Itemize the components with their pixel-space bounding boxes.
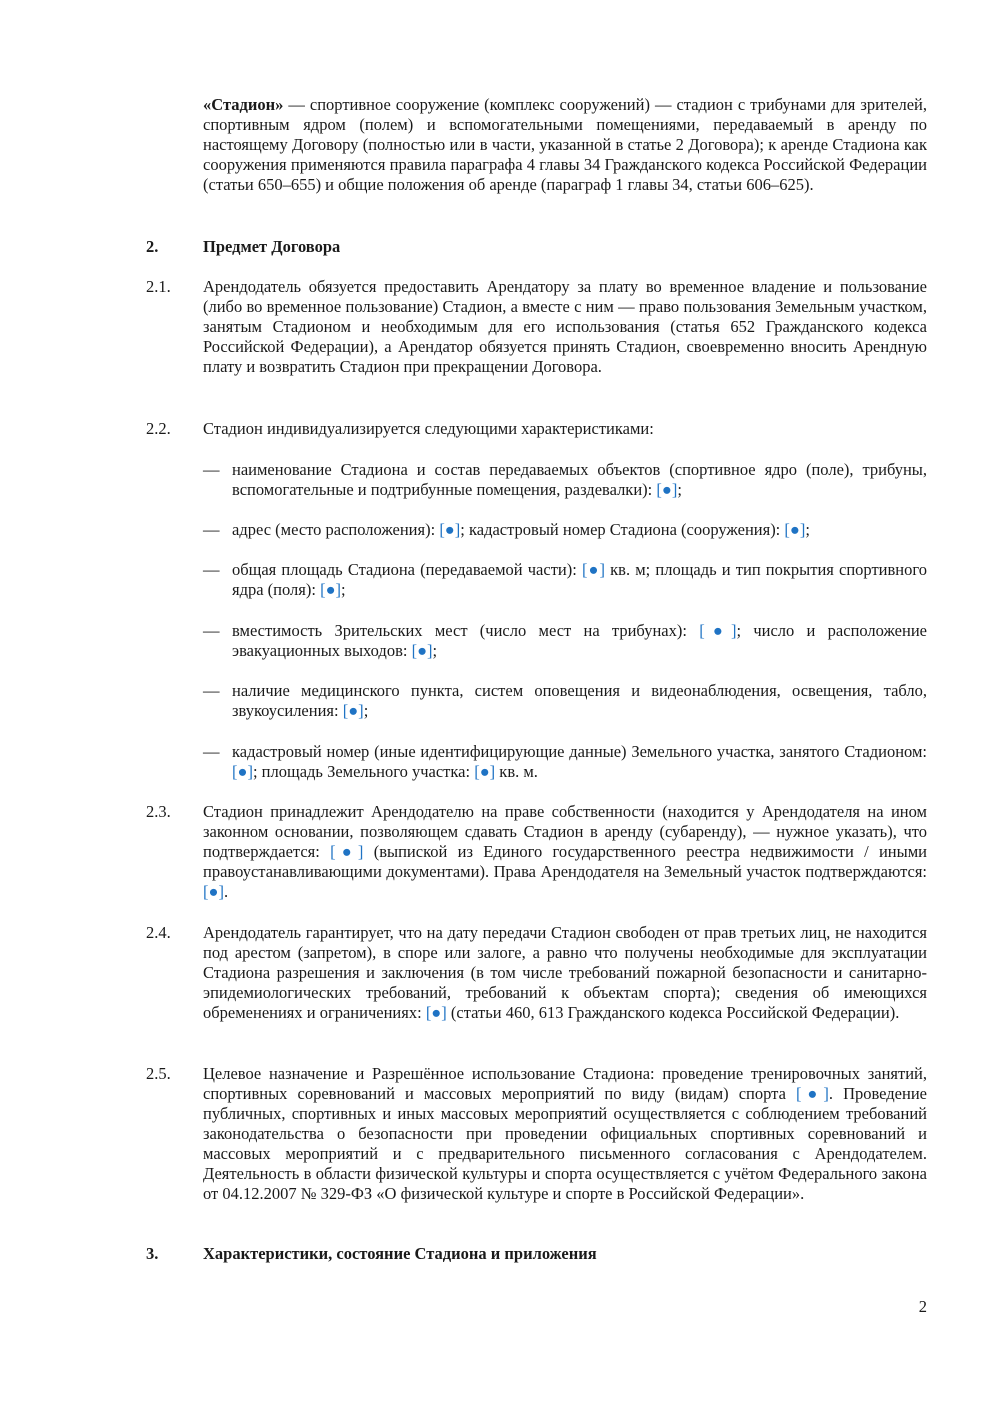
clause-2-1 [146,277,927,377]
definition-term: «Стадион» [203,95,284,114]
clause-text: (статьи 460, 613 Гражданского кодекса Российской Федерации). [446,1003,900,1022]
item-text: ; [805,520,810,539]
section-number: 2. [146,237,159,256]
item-text: ; [341,580,346,599]
clause-number: 2.3. [146,802,171,821]
clause-2-3 [146,802,927,902]
clause-2-5 [146,1064,927,1204]
placeholder-field[interactable]: [●] [320,580,342,599]
clause-number: 2.4. [146,923,171,942]
clause-text: Целевое назначение и Разрешённое использование Стадиона: проведение тренировочных занятий, спортивных соревнований и массовых мероприятий по виду (видам) спорта [203,1064,927,1103]
placeholder-field[interactable]: [●] [581,560,605,579]
placeholder-field[interactable]: [●] [474,762,496,781]
section-number: 3. [146,1244,159,1263]
placeholder-field[interactable]: [●] [411,641,433,660]
item-text: ; [677,480,682,499]
item-text: наличие медицинского пункта, систем оповещения и видеонаблюдения, освещения, табло, звукоусиления: [232,681,927,720]
item-text: ; площадь Земельного участка: [252,762,475,781]
clause-text: . Проведение публичных, спортивных и иных массовых мероприятий осуществляется с соблюдением требований законодательства о безопасности при проведении официальных спортивных соревнований и массовых мероприятий и с предварительного письменного согласования с Арендодателем. Деятельность в области физической культуры и спорта осуществляется с учётом Федерального закона от 04.12.2007 № 329-ФЗ «О физической культуре и спорте в Российской Федерации». [203,1084,927,1203]
placeholder-field[interactable]: [●] [425,1003,447,1022]
dash-marker: — [203,742,220,761]
definition-stadium [203,95,927,195]
dash-marker: — [203,681,220,700]
item-text: ; кадастровый номер Стадиона (сооружения): [460,520,785,539]
placeholder-field[interactable]: [●] [203,882,224,901]
item-text: адрес (место расположения): [232,520,440,539]
clause-number: 2.1. [146,277,171,296]
placeholder-field[interactable]: [●] [330,842,364,861]
clause-text: Стадион принадлежит Арендодателю на праве собственности (находится у Арендодателя на ином законном основании, позволяющем сдавать Стадион в аренду (субаренду), — нужное указать), что подтверждается: [203,802,927,861]
section-title: Предмет Договора [203,237,341,256]
placeholder-field[interactable]: [●] [699,621,737,640]
item-text: кв. м; площадь и тип покрытия спортивного ядра (поля): [232,560,927,599]
clause-text: Арендодатель обязуется предоставить Арендатору за плату во временное владение и пользование (либо во временное пользование) Стадион, а вместе с ним — право пользования Земельным участком, занятым Стадионом и необходимым для его использования (статья 652 Гражданского кодекса Российской Федерации), а Арендатор обязуется принять Стадион, своевременно вносить Арендную плату и возвратить Стадион при прекращении Договора. [203,277,927,376]
clause-number: 2.5. [146,1064,171,1083]
item-text: кв. м. [495,762,538,781]
list-item [203,460,927,500]
clause-2-4 [146,923,927,1023]
clause-number: 2.2. [146,419,171,438]
placeholder-field[interactable]: [●] [439,520,461,539]
dash-marker: — [203,460,220,479]
item-text: ; число и расположение эвакуационных выходов: [232,621,927,660]
placeholder-field[interactable]: [●] [795,1084,829,1103]
item-text: общая площадь Стадиона (передаваемой части): [232,560,582,579]
list-item [203,520,927,540]
item-text: ; [432,641,438,660]
section-title: Характеристики, состояние Стадиона и приложения [203,1244,597,1263]
definition-text: — спортивное сооружение (комплекс сооружений) — стадион с трибунами для зрителей, спортивным ядром (полем) и вспомогательными помещениями, передаваемый в аренду по настоящему Договору (полностью или в части, указанной в статье 2 Договора); к аренде Стадиона как сооружения применяются правила параграфа 4 главы 34 Гражданского кодекса Российской Федерации (статьи 650–655) и общие положения об аренде (параграф 1 главы 34, статьи 606–625). [203,95,927,194]
page-number: 2 [918,1297,927,1316]
placeholder-field[interactable]: [●] [784,520,806,539]
item-text: наименование Стадиона и состав передаваемых объектов (спортивное ядро (поле), трибуны, вспомогательные и подтрибунные помещения, раздевалки): [232,460,927,499]
clause-2-2 [146,419,927,439]
item-text: вместимость Зрительских мест (число мест на трибунах): [232,621,700,640]
dash-marker: — [203,621,220,640]
clause-text: . [223,882,229,901]
placeholder-field[interactable]: [●] [232,762,253,781]
item-text: кадастровый номер (иные идентифицирующие данные) Земельного участка, занятого Стадионом: [232,742,927,761]
list-item [203,681,927,721]
item-text: ; [363,701,369,720]
list-item [203,742,927,782]
placeholder-field[interactable]: [●] [342,701,364,720]
list-item [203,560,927,600]
clause-text: (выпиской из Единого государственного реестра недвижимости / иными правоустанавливающими документами). Права Арендодателя на Земельный участок подтверждаются: [203,842,927,881]
clause-text: Стадион индивидуализируется следующими характеристиками: [203,419,654,438]
placeholder-field[interactable]: [●] [656,480,678,499]
dash-marker: — [203,520,220,539]
clause-text: Арендодатель гарантирует, что на дату передачи Стадион свободен от прав третьих лиц, не находится под арестом (запретом), в споре или залоге, а равно что получены необходимые для эксплуатации Стадиона разрешения и заключения (в том числе требований пожарной безопасности и санитарно-эпидемиологических требований, требований к объектам спорта); сведения об имеющихся обременениях и ограничениях: [203,923,927,1022]
dash-marker: — [203,560,220,579]
list-item [203,621,927,661]
